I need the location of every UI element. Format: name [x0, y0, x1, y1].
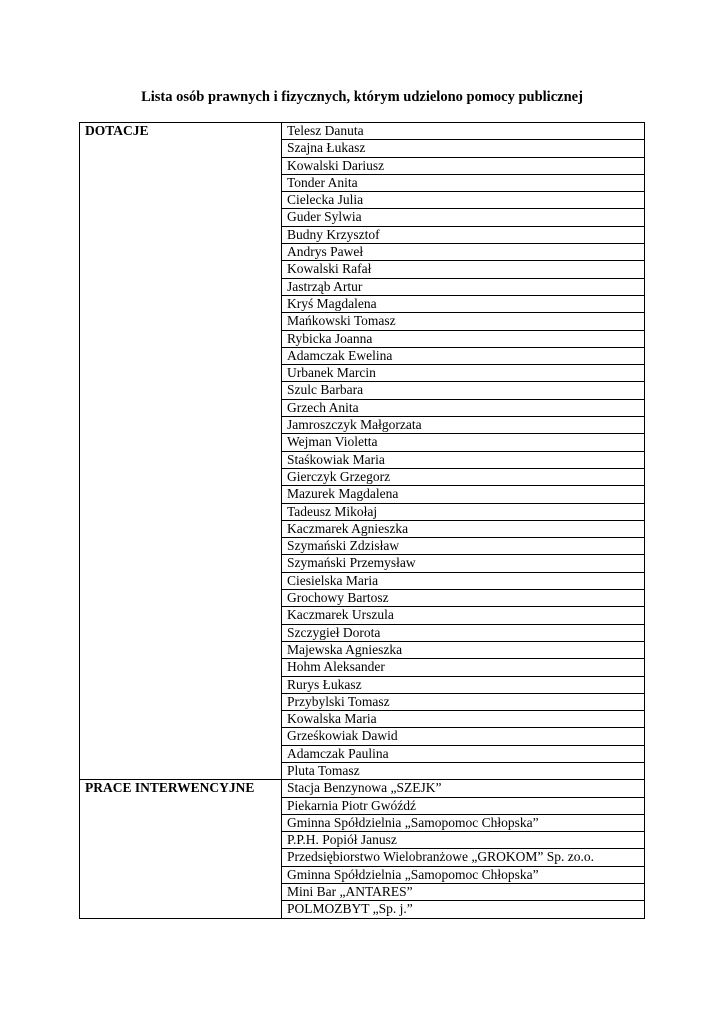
recipient-name-cell: Szymański Przemysław [282, 555, 645, 572]
recipient-name-cell: Gminna Spółdzielnia „Samopomoc Chłopska” [282, 814, 645, 831]
recipient-name-cell: Szajna Łukasz [282, 140, 645, 157]
recipient-name-cell: Jamroszczyk Małgorzata [282, 417, 645, 434]
recipient-name-cell: Urbanek Marcin [282, 365, 645, 382]
recipient-name-cell: Staśkowiak Maria [282, 451, 645, 468]
recipient-name-cell: Jastrząb Artur [282, 278, 645, 295]
recipient-name-cell: Guder Sylwia [282, 209, 645, 226]
recipients-table [79, 122, 645, 919]
recipient-name-cell: P.P.H. Popiół Janusz [282, 832, 645, 849]
recipient-name-cell: Piekarnia Piotr Gwóźdź [282, 797, 645, 814]
recipient-name-cell: Rurys Łukasz [282, 676, 645, 693]
recipient-name-cell: Gminna Spółdzielnia „Samopomoc Chłopska” [282, 866, 645, 883]
recipient-name-cell: Kaczmarek Agnieszka [282, 520, 645, 537]
recipient-name-cell: Przedsiębiorstwo Wielobranżowe „GROKOM” Sp. zo.o. [282, 849, 645, 866]
recipient-name-cell: Mańkowski Tomasz [282, 313, 645, 330]
recipient-name-cell: Szczygieł Dorota [282, 624, 645, 641]
recipient-name-cell: Szulc Barbara [282, 382, 645, 399]
recipient-name-cell: Mini Bar „ANTARES” [282, 884, 645, 901]
recipient-name-cell: Stacja Benzynowa „SZEJK” [282, 780, 645, 797]
recipient-name-cell: Telesz Danuta [282, 123, 645, 140]
recipient-name-cell: Kaczmarek Urszula [282, 607, 645, 624]
category-cell: DOTACJE [80, 123, 282, 780]
table-row [80, 123, 645, 140]
page-title: Lista osób prawnych i fizycznych, którym udzielono pomocy publicznej [141, 89, 583, 105]
recipient-name-cell: Mazurek Magdalena [282, 486, 645, 503]
recipient-name-cell: Kowalski Rafał [282, 261, 645, 278]
recipient-name-cell: Tonder Anita [282, 174, 645, 191]
recipient-name-cell: Szymański Zdzisław [282, 538, 645, 555]
recipient-name-cell: Grzech Anita [282, 399, 645, 416]
recipient-name-cell: Gierczyk Grzegorz [282, 468, 645, 485]
recipient-name-cell: Kryś Magdalena [282, 295, 645, 312]
recipient-name-cell: Tadeusz Mikołaj [282, 503, 645, 520]
recipient-name-cell: Adamczak Paulina [282, 745, 645, 762]
recipient-name-cell: Adamczak Ewelina [282, 347, 645, 364]
recipient-name-cell: Pluta Tomasz [282, 762, 645, 779]
recipient-name-cell: Kowalska Maria [282, 711, 645, 728]
table-row [80, 780, 645, 797]
recipient-name-cell: Wejman Violetta [282, 434, 645, 451]
recipient-name-cell: Majewska Agnieszka [282, 641, 645, 658]
recipient-name-cell: Grochowy Bartosz [282, 590, 645, 607]
recipient-name-cell: Cielecka Julia [282, 192, 645, 209]
recipient-name-cell: Ciesielska Maria [282, 572, 645, 589]
recipient-name-cell: Budny Krzysztof [282, 226, 645, 243]
recipient-name-cell: Hohm Aleksander [282, 659, 645, 676]
recipient-name-cell: Andrys Paweł [282, 244, 645, 261]
recipient-name-cell: Przybylski Tomasz [282, 693, 645, 710]
recipient-name-cell: Kowalski Dariusz [282, 157, 645, 174]
category-cell: PRACE INTERWENCYJNE [80, 780, 282, 918]
recipient-name-cell: Rybicka Joanna [282, 330, 645, 347]
recipient-name-cell: POLMOZBYT „Sp. j.” [282, 901, 645, 918]
recipient-name-cell: Grześkowiak Dawid [282, 728, 645, 745]
recipients-table-body [80, 123, 645, 919]
